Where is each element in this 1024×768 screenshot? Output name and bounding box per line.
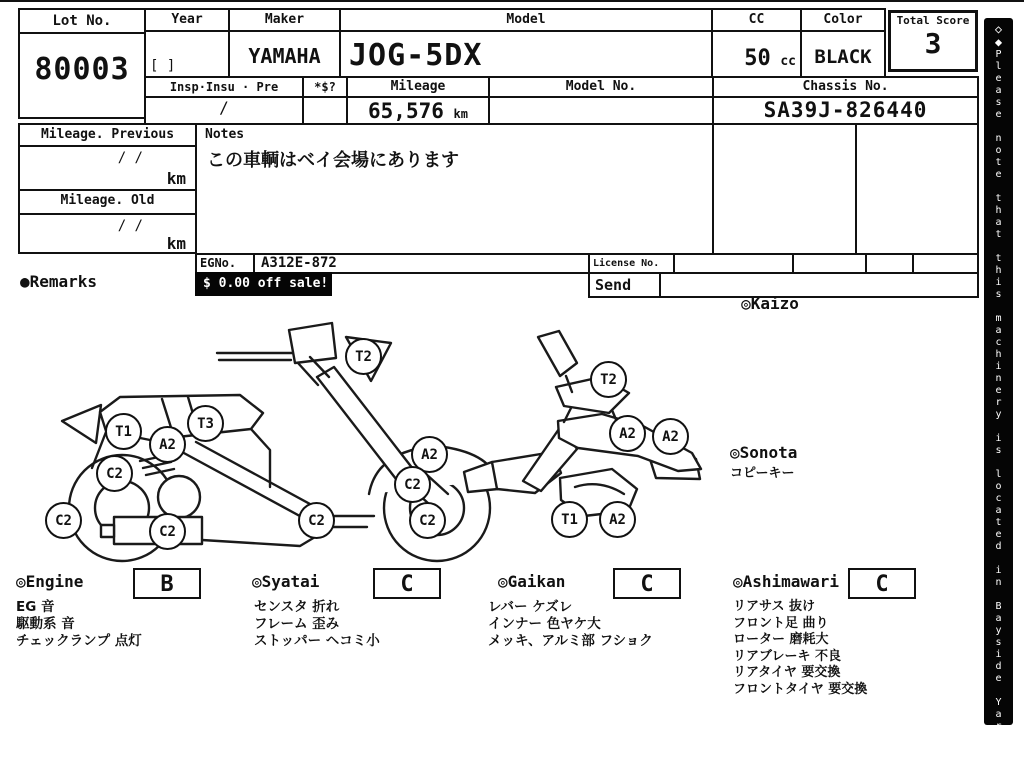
bayside-yard-banner xyxy=(984,18,1013,768)
damage-mark-a2: A2 xyxy=(652,418,689,455)
ashimawari-title: ◎Ashimawari xyxy=(733,572,839,591)
item-line: リアサス 抜け xyxy=(733,599,816,614)
damage-mark-t2: T2 xyxy=(345,338,382,375)
banner-bottom-diamonds xyxy=(995,745,1002,768)
notes-text: この車輌はベイ会場にあります xyxy=(207,150,459,171)
damage-mark-t1: T1 xyxy=(551,501,588,538)
engine-no-row xyxy=(195,253,590,274)
damage-mark-t1: T1 xyxy=(105,413,142,450)
item-line: チェックランプ 点灯 xyxy=(16,633,142,649)
section-gaikan xyxy=(498,572,565,591)
syatai-title: ◎Syatai xyxy=(252,572,320,591)
item-line: コピーキー xyxy=(730,466,795,481)
mileage-cell xyxy=(346,76,490,125)
mileage-old-date: / / xyxy=(117,218,143,234)
item-line: メッキ、アルミ部 フショク xyxy=(488,633,653,649)
scooter-side-view-drawing xyxy=(62,323,497,561)
sonota-items xyxy=(730,465,797,483)
banner-top-diamonds xyxy=(995,23,1002,49)
engine-no-value: A312E-872 xyxy=(261,255,337,271)
license-cell-3 xyxy=(867,255,914,272)
license-label: License No. xyxy=(590,255,675,272)
item-line: フレーム 歪み xyxy=(254,616,340,632)
model-value: JOG-5DX xyxy=(349,38,483,73)
send-label: Send xyxy=(590,274,661,296)
cc-label: CC xyxy=(713,10,800,32)
item-line: リアタイヤ 要交換 xyxy=(733,665,841,680)
year-label: Year xyxy=(146,10,228,32)
send-value-cell xyxy=(661,274,977,296)
insp-cell xyxy=(144,76,304,125)
maker-label: Maker xyxy=(230,10,339,32)
notes-label: Notes xyxy=(205,127,245,142)
damage-mark-a2: A2 xyxy=(149,426,186,463)
damage-mark-a2: A2 xyxy=(411,436,448,473)
price-label: *$? xyxy=(304,78,346,98)
banner-text: Please note that this machinery is located in Bayside Yard xyxy=(993,49,1004,745)
damage-mark-c2: C2 xyxy=(149,513,186,550)
price-cell xyxy=(302,76,348,125)
damage-mark-c2: C2 xyxy=(96,455,133,492)
item-line: 駆動系 音 xyxy=(16,616,75,632)
engine-title: ◎Engine xyxy=(16,572,84,591)
remarks-label: ●Remarks xyxy=(20,272,98,291)
item-line: ストッパー ヘコミ小 xyxy=(254,633,380,649)
ashimawari-grade: C xyxy=(848,568,916,599)
license-row xyxy=(588,253,979,274)
item-line: リアブレーキ 不良 xyxy=(733,648,842,664)
maker-value: YAMAHA xyxy=(248,44,321,68)
damage-mark-c2: C2 xyxy=(409,502,446,539)
mileage-previous-date: / / xyxy=(117,150,143,166)
aux-empty-section xyxy=(712,123,979,255)
color-value: BLACK xyxy=(814,46,872,68)
damage-mark-c2: C2 xyxy=(394,466,431,503)
mileage-history-box xyxy=(18,123,197,254)
syatai-items xyxy=(254,599,380,650)
insp-label: Insp·Insu · Pre xyxy=(146,78,302,98)
mileage-label: Mileage xyxy=(348,78,488,98)
mileage-old-label: Mileage. Old xyxy=(20,189,195,215)
gaikan-items xyxy=(488,599,653,650)
item-line: ローター 磨耗大 xyxy=(733,632,829,647)
year-cell xyxy=(144,8,230,78)
damage-mark-t3: T3 xyxy=(187,405,224,442)
damage-diagram xyxy=(0,315,984,575)
lot-number: 80003 xyxy=(34,52,130,87)
section-sonota xyxy=(730,443,797,483)
diamond-filled-icon: ◆ xyxy=(994,35,1003,49)
chassis-cell xyxy=(712,76,979,125)
chassis-label: Chassis No. xyxy=(714,78,977,98)
mileage-previous-unit: km xyxy=(166,169,186,188)
maker-cell xyxy=(228,8,341,78)
year-value: [ ] xyxy=(150,58,176,74)
model-cell xyxy=(339,8,713,78)
total-score-value: 3 xyxy=(924,27,942,60)
gaikan-grade: C xyxy=(613,568,681,599)
gaikan-title: ◎Gaikan xyxy=(498,572,566,591)
damage-mark-t2: T2 xyxy=(590,361,627,398)
section-ashimawari xyxy=(733,572,839,591)
item-line: センスタ 折れ xyxy=(254,599,340,615)
license-cell-2 xyxy=(794,255,867,272)
item-line: インナー 色ヤケ大 xyxy=(488,616,601,632)
item-line: フロントタイヤ 要交換 xyxy=(733,681,868,697)
notes-box xyxy=(195,123,714,255)
cc-unit: cc xyxy=(780,54,796,69)
item-line: フロント足 曲り xyxy=(733,615,829,631)
section-syatai xyxy=(252,572,319,591)
damage-mark-c2: C2 xyxy=(45,502,82,539)
engine-items xyxy=(16,599,142,650)
lot-label: Lot No. xyxy=(20,10,144,34)
lot-box xyxy=(18,8,146,119)
color-cell xyxy=(800,8,886,78)
mileage-value: 65,576 xyxy=(368,99,444,123)
model-label: Model xyxy=(341,10,711,32)
total-score-box xyxy=(888,10,978,72)
section-engine xyxy=(16,572,83,591)
syatai-grade: C xyxy=(373,568,441,599)
kaizo-label: ◎Kaizo xyxy=(741,294,799,313)
sale-badge: $ 0.00 off sale! xyxy=(195,272,332,296)
damage-mark-c2: C2 xyxy=(298,502,335,539)
license-cell-1 xyxy=(675,255,794,272)
engine-grade: B xyxy=(133,568,201,599)
mileage-previous-label: Mileage. Previous xyxy=(20,125,195,147)
diamond-outline-icon: ◇ xyxy=(994,22,1003,36)
mileage-old-unit: km xyxy=(166,234,186,253)
aux-divider xyxy=(855,125,857,253)
mileage-unit: km xyxy=(453,107,468,121)
item-line: EG 音 xyxy=(16,599,55,615)
cc-cell xyxy=(711,8,802,78)
damage-mark-a2: A2 xyxy=(599,501,636,538)
engine-no-label: EGNo. xyxy=(197,255,255,272)
license-cell-4 xyxy=(914,255,977,272)
model-no-label: Model No. xyxy=(490,78,712,98)
scooter-rear-view-drawing xyxy=(464,331,701,516)
item-line: レバー ケズレ xyxy=(488,599,573,615)
color-label: Color xyxy=(802,10,884,32)
sonota-title: ◎Sonota xyxy=(730,443,798,462)
insp-value: / xyxy=(219,98,229,117)
damage-mark-a2: A2 xyxy=(609,415,646,452)
diamond-filled-icon: ◆ xyxy=(994,744,1003,758)
cc-value: 50 xyxy=(744,46,771,71)
ashimawari-items xyxy=(733,599,867,698)
scan-edge-line xyxy=(0,0,1024,2)
diamond-outline-icon: ◇ xyxy=(994,757,1003,768)
model-no-cell xyxy=(488,76,714,125)
total-score-label: Total Score xyxy=(896,14,970,27)
chassis-value: SA39J-826440 xyxy=(763,98,928,122)
